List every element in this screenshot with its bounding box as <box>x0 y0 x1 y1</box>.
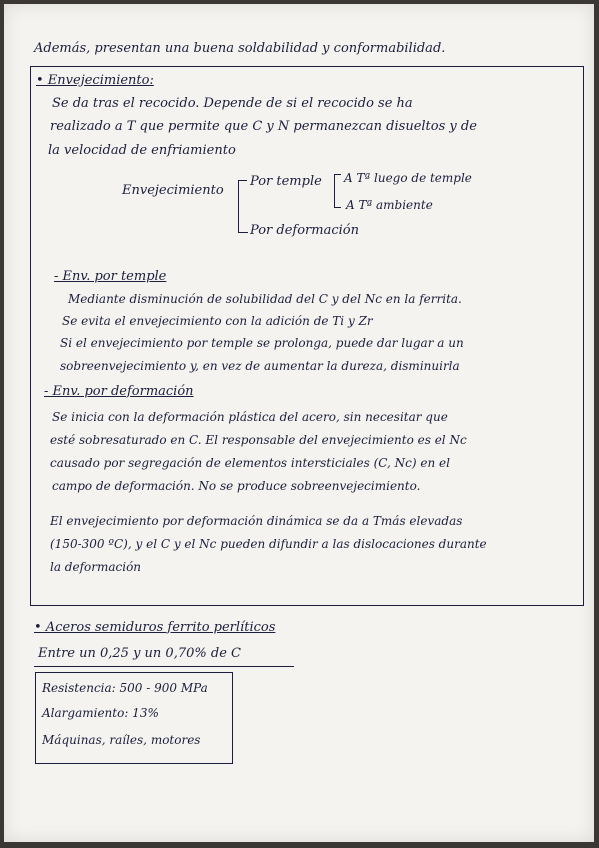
diagram-bracket-tail <box>238 222 239 232</box>
notebook-page <box>4 4 594 842</box>
intro-line: Además, presentan una buena soldabilidad y conformabilidad. <box>34 41 446 56</box>
envejecimiento-line-2: realizado a T que permite que C y N permanezcan disueltos y de <box>50 119 477 134</box>
dinamica-line-2: (150-300 ºC), y el C y el Nc pueden difundir a las dislocaciones durante <box>50 537 487 551</box>
diagram-sub-2: A Tª ambiente <box>346 198 433 212</box>
diagram-root: Envejecimiento <box>122 183 224 198</box>
dinamica-line-1: El envejecimiento por deformación dinámica se da a Tmás elevadas <box>50 514 463 528</box>
temple-line-3: Si el envejecimiento por temple se prolonga, puede dar lugar a un <box>60 336 464 350</box>
temple-line-1: Mediante disminución de solubilidad del C y del Nc en la ferrita. <box>68 292 462 306</box>
temple-line-4: sobreenvejecimiento y, en vez de aumentar la dureza, disminuirla <box>60 359 460 373</box>
envejecimiento-line-1: Se da tras el recocido. Depende de si el recocido se ha <box>52 96 413 111</box>
prop-aplicaciones: Máquinas, raíles, motores <box>42 733 201 747</box>
deformacion-line-4: campo de deformación. No se produce sobreenvejecimiento. <box>52 479 421 493</box>
prop-alargamiento: Alargamiento: 13% <box>42 706 159 720</box>
semiduros-underline <box>34 666 294 667</box>
envejecimiento-heading: • Envejecimiento: <box>36 73 154 88</box>
diagram-branch-deformacion: Por deformación <box>250 223 359 238</box>
deformacion-line-1: Se inicia con la deformación plástica del acero, sin necesitar que <box>52 410 448 424</box>
diagram-branch-temple: Por temple <box>250 174 322 189</box>
temple-line-2: Se evita el envejecimiento con la adición de Ti y Zr <box>62 314 373 328</box>
dinamica-line-3: la deformación <box>50 560 142 574</box>
diagram-bracket-foot <box>238 232 248 233</box>
deformacion-heading: - Env. por deformación <box>44 384 194 399</box>
semiduros-heading: • Aceros semiduros ferrito perlíticos <box>34 620 276 635</box>
envejecimiento-line-3: la velocidad de enfriamiento <box>48 143 236 158</box>
temple-heading: - Env. por temple <box>54 269 167 284</box>
deformacion-line-3: causado por segregación de elementos intersticiales (C, Nc) en el <box>50 456 450 470</box>
diagram-bracket <box>238 180 247 223</box>
prop-resistencia: Resistencia: 500 - 900 MPa <box>42 681 208 695</box>
diagram-sub-bracket <box>334 174 341 208</box>
deformacion-line-2: esté sobresaturado en C. El responsable del envejecimiento es el Nc <box>50 433 467 447</box>
semiduros-subtitle: Entre un 0,25 y un 0,70% de C <box>38 646 241 661</box>
diagram-sub-1: A Tª luego de temple <box>344 171 472 185</box>
